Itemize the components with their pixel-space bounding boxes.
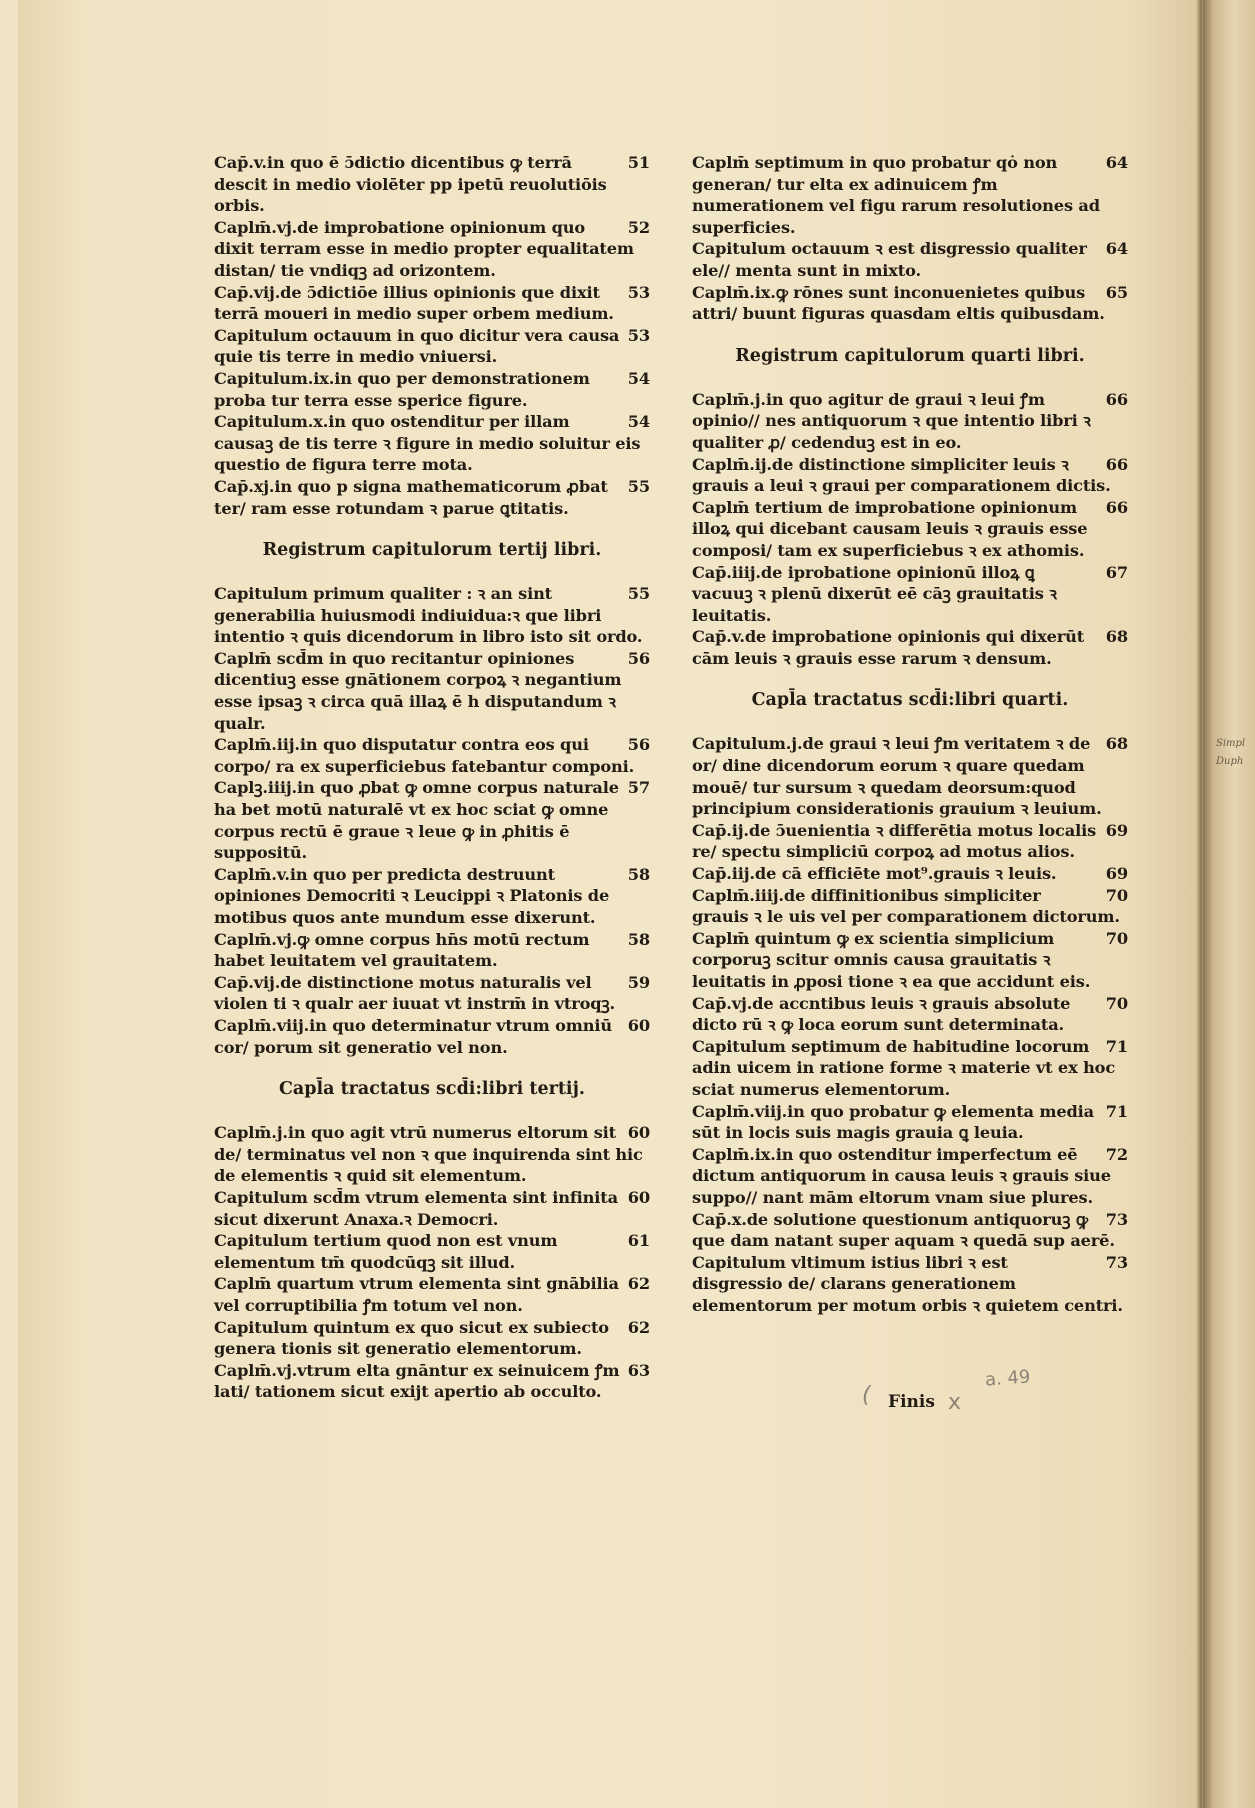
toc-entry-text: Caplm̄.viij.in quo probatur ꝙ elementa media sūt in locis suis magis grauia ꝗ leuia. [692, 1101, 1095, 1143]
pencil-shelf-number: a. 49 [984, 1366, 1032, 1391]
right-entries-book4-tract2 [692, 733, 1128, 1316]
heading-tract-second-third-book: Capl̄a tractatus scd̄i:libri tertij. [279, 1079, 585, 1100]
toc-entry [692, 820, 1128, 863]
toc-entry-text: Cap̄.v.de improbatione opinionis qui dixerūt cām leuis ꝛ grauis esse rarum ꝛ densum. [692, 627, 1085, 668]
toc-page-number: 70 [1105, 993, 1128, 1013]
toc-page-number: 60 [627, 1015, 650, 1035]
toc-page-number: 62 [627, 1274, 650, 1294]
toc-page-number: 70 [1105, 928, 1128, 948]
toc-page-number: 57 [627, 778, 650, 798]
toc-entry [692, 389, 1128, 454]
toc-entry-text: Caplm̄.v.in quo per predicta destruunt opiniones Democriti ꝛ Leucippi ꝛ Platonis de motibus quos ante mundum esse dixerunt. [214, 864, 610, 927]
toc-entry [692, 885, 1128, 928]
toc-page-number: 64 [1105, 239, 1128, 259]
toc-entry [214, 972, 650, 1015]
toc-page-number: 60 [627, 1123, 650, 1143]
toc-entry-text: Caplm̄ scd̄m in quo recitantur opiniones dicentiuꝫ esse gnātionem corpoꝝ ꝛ negantium esse ipsaꝫ ꝛ circa quā illaꝝ ē h disputandum ꝛ qualr. [214, 648, 622, 733]
toc-entry-text: Caplm̄ tertium de improbatione opinionum illoꝝ qui dicebant causam leuis ꝛ grauis esse composi/ tam ex superficiebus ꝛ ex athomis. [692, 497, 1088, 560]
toc-entry-text: Caplm̄ quintum ꝙ ex scientia simplicium corporuꝫ scitur omnis causa grauitatis ꝛ leuitatis in ꝓposi tione ꝛ ea que accidunt eis. [692, 928, 1091, 991]
toc-entry-text: Capitulum quintum ex quo sicut ex subiecto genera tionis sit generatio elementorum. [214, 1317, 609, 1359]
toc-page-number: 68 [1105, 734, 1128, 754]
margin-note-duph: Duph [1216, 756, 1244, 767]
toc-entry-text: Cap̄.v.in quo ē ɔ̄dictio dicentibus ꝙ terrā descit in medio violēter pp ipetū reuolutiōis orbis. [214, 153, 607, 216]
toc-page-number: 61 [627, 1231, 650, 1251]
toc-entry [692, 1036, 1128, 1101]
heading-register-third-book: Registrum capitulorum tertij libri. [262, 540, 602, 561]
toc-entry [692, 928, 1128, 993]
toc-entry-text: Caplm̄ septimum in quo probatur qȯ non generan/ tur elta ex adinuicem ꝭm numerationem vel figu rarum resolutiones ad superficies. [692, 153, 1100, 237]
toc-entry [692, 497, 1128, 562]
toc-page-number: 55 [627, 476, 650, 496]
toc-entry-text: Capitulum octauum in quo dicitur vera causa quie tis terre in medio vniuersi. [214, 325, 620, 367]
toc-entry [692, 454, 1128, 497]
toc-entry [692, 562, 1128, 627]
toc-entry-text: Caplm̄ quartum vtrum elementa sint gnābilia vel corruptibilia ꝭm totum vel non. [214, 1274, 619, 1315]
toc-entry-text: Caplm̄.viij.in quo determinatur vtrum omniū cor/ porum sit generatio vel non. [214, 1015, 613, 1057]
left-column [214, 152, 650, 1403]
toc-page-number: 54 [627, 368, 650, 388]
toc-page-number: 73 [1105, 1252, 1128, 1272]
toc-entry [692, 626, 1128, 669]
toc-entry [214, 1317, 650, 1360]
toc-entry [214, 152, 650, 217]
finis-label: Finis [888, 1392, 935, 1412]
toc-page-number: 55 [627, 584, 650, 604]
toc-entry-text: Capitulum.ix.in quo per demonstrationem proba tur terra esse sperice figure. [214, 368, 590, 410]
toc-entry [214, 1015, 650, 1058]
toc-page-number: 66 [1105, 454, 1128, 474]
toc-entry-text: Capitulum.j.de graui ꝛ leui ꝭm veritatem ꝛ de or/ dine dicendorum eorum ꝛ quare quedam mouē/ tur sursum ꝛ quedam deorsum:quod principium considerationis grauium ꝛ leuium. [692, 734, 1102, 819]
toc-entry [214, 648, 650, 734]
toc-page-number: 69 [1105, 864, 1128, 884]
toc-entry [214, 734, 650, 777]
toc-page-number: 67 [1105, 562, 1128, 582]
toc-entry-text: Cap̄.ij.de ɔ̄uenientia ꝛ differētia motus localis re/ spectu simpliciū corpoꝝ ad motus alios. [692, 820, 1097, 862]
toc-page-number: 66 [1105, 389, 1128, 409]
toc-page-number: 52 [627, 217, 650, 237]
toc-entry [692, 152, 1128, 238]
toc-entry-text: Caplm̄.j.in quo agitur de graui ꝛ leui ꝭm opinio// nes antiquorum ꝛ que intentio libri ꝛ qualiter ꝓ/ cedenduꝫ est in eo. [692, 389, 1091, 452]
toc-page-number: 70 [1105, 885, 1128, 905]
toc-entry-text: Caplm̄.vj.de improbatione opinionum quo dixit terram esse in medio propter equalitatem distan/ tie vndiqꝫ ad orizontem. [214, 217, 634, 280]
left-entries-book3-tract1 [214, 583, 650, 1058]
right-entries-book4-tract1 [692, 389, 1128, 670]
toc-entry [214, 476, 650, 519]
toc-entry [214, 777, 650, 863]
toc-entry-text: Caplm̄.iij.in quo disputatur contra eos qui corpo/ ra ex superficiebus fatebantur componi. [214, 735, 635, 776]
toc-entry-text: Capitulum scd̄m vtrum elementa sint infinita sicut dixerunt Anaxa.ꝛ Democri. [214, 1187, 618, 1229]
toc-entry-text: Capitulum vltimum istius libri ꝛ est disgressio de/ clarans generationem elementorum per motum orbis ꝛ quietem centri. [692, 1252, 1123, 1315]
toc-entry [214, 1360, 650, 1403]
toc-page-number: 59 [627, 972, 650, 992]
toc-page-number: 51 [627, 153, 650, 172]
toc-entry-text: Cap̄.x.de solutione questionum antiquoruꝫ ꝙ que dam natant super aquam ꝛ quedā sup aerē. [692, 1209, 1115, 1251]
heading-register-fourth-book: Registrum capitulorum quarti libri. [735, 345, 1085, 366]
toc-entry [214, 1122, 650, 1187]
left-entries-book2 [214, 152, 650, 519]
toc-page-number: 53 [627, 325, 650, 345]
toc-entry-text: Caplm̄.ix.in quo ostenditur imperfectum eē dictum antiquorum in causa leuis ꝛ grauis siue suppo// nant mām eltorum vnam siue plures. [692, 1144, 1111, 1207]
toc-entry [214, 583, 650, 648]
toc-entry-text: Cap̄.iiij.de iprobatione opinionū illoꝝ ꝗ vacuuꝫ ꝛ plenū dixerūt eē cāꝫ grauitatis ꝛ leuitatis. [692, 562, 1057, 625]
toc-entry [692, 733, 1128, 819]
toc-entry [214, 929, 650, 972]
toc-page-number: 54 [627, 412, 650, 432]
toc-entry [692, 1252, 1128, 1317]
toc-entry [692, 863, 1128, 885]
toc-entry-text: Caplm̄.iiij.de diffinitionibus simpliciter grauis ꝛ le uis vel per comparationem dictorum. [692, 885, 1120, 927]
toc-page-number: 62 [627, 1317, 650, 1337]
toc-page-number: 66 [1105, 497, 1128, 517]
toc-entry [692, 1209, 1128, 1252]
right-entries-book3-cont [692, 152, 1128, 325]
toc-entry [214, 368, 650, 411]
toc-entry [692, 1144, 1128, 1209]
toc-page-number: 56 [627, 735, 650, 755]
toc-entry-text: Cap̄.vij.de distinctione motus naturalis vel violen ti ꝛ qualr aer iuuat vt instrm̄ in vtroqꝫ. [214, 972, 616, 1014]
pencil-parenthesis: ( [862, 1383, 871, 1408]
toc-entry [692, 238, 1128, 281]
toc-entry-text: Cap̄.vj.de accntibus leuis ꝛ grauis absolute dicto rū ꝛ ꝙ loca eorum sunt determinata. [692, 993, 1071, 1035]
toc-page-number: 64 [1105, 153, 1128, 172]
toc-page-number: 72 [1105, 1144, 1128, 1164]
toc-entry [214, 1187, 650, 1230]
heading-tract-second-fourth-book: Capl̄a tractatus scd̄i:libri quarti. [751, 690, 1069, 711]
toc-page-number: 71 [1105, 1036, 1128, 1056]
toc-page-number: 63 [627, 1360, 650, 1380]
toc-page-number: 56 [627, 648, 650, 668]
toc-page-number: 71 [1105, 1101, 1128, 1121]
toc-page-number: 65 [1105, 282, 1128, 302]
toc-entry [214, 282, 650, 325]
toc-entry-text: Caplm̄.vj.ꝙ omne corpus hn̄s motū rectum habet leuitatem vel grauitatem. [214, 929, 590, 971]
toc-entry [214, 411, 650, 476]
toc-entry-text: Capitulum octauum ꝛ est disgressio qualiter ele// menta sunt in mixto. [692, 239, 1087, 280]
toc-page-number: 68 [1105, 627, 1128, 647]
toc-entry-text: Capitulum.x.in quo ostenditur per illam causaꝫ de tis terre ꝛ figure in medio soluitur eis questio de figura terre mota. [214, 412, 641, 475]
toc-entry-text: Cap̄.vij.de ɔ̄dictiōe illius opinionis que dixit terrā moueri in medio super orbem medium. [214, 282, 614, 324]
toc-page-number: 60 [627, 1187, 650, 1207]
toc-entry-text: Caplm̄.j.in quo agit vtrū numerus eltorum sit de/ terminatus vel non ꝛ que inquirenda sint hic de elementis ꝛ quid sit elementum. [214, 1123, 643, 1186]
pencil-x-mark: x [948, 1390, 962, 1415]
toc-entry [214, 1273, 650, 1316]
toc-page-number: 58 [627, 929, 650, 949]
toc-page-number: 58 [627, 864, 650, 884]
toc-entry [214, 217, 650, 282]
toc-page-number: 73 [1105, 1209, 1128, 1229]
adjacent-page-edge [1203, 0, 1255, 1808]
toc-entry-text: Capitulum tertium quod non est vnum elementum tm̄ quodcūqꝫ sit illud. [214, 1231, 558, 1272]
left-entries-book3-tract2 [214, 1122, 650, 1403]
toc-entry-text: Caplꝫ.iiij.in quo ꝓbat ꝙ omne corpus naturale ha bet motū naturalē vt ex hoc sciat ꝙ omne corpus rectū ē graue ꝛ leue ꝙ in ꝓhitis ē suppositū. [214, 778, 619, 863]
toc-entry [692, 993, 1128, 1036]
toc-entry-text: Cap̄.xj.in quo p signa mathematicorum ꝓbat ter/ ram esse rotundam ꝛ parue ꝗtitatis. [214, 476, 608, 518]
toc-page-number: 69 [1105, 820, 1128, 840]
toc-entry [214, 325, 650, 368]
toc-entry-text: Caplm̄.vj.vtrum elta gnāntur ex seinuicem ꝭm lati/ tationem sicut exijt apertio ab occulto. [214, 1360, 620, 1402]
toc-entry-text: Capitulum primum qualiter : ꝛ an sint generabilia huiusmodi indiuidua:ꝛ que libri intentio ꝛ quis dicendorum in libro isto sit ordo. [214, 584, 643, 647]
toc-entry [214, 1230, 650, 1273]
toc-page-number: 53 [627, 282, 650, 302]
toc-entry [692, 1101, 1128, 1144]
toc-entry-text: Cap̄.iij.de cā efficiēte mot⁹.grauis ꝛ leuis. [692, 864, 1057, 884]
toc-entry-text: Caplm̄.ix.ꝙ rōnes sunt inconuenietes quibus attri/ buunt figuras quasdam eltis quibusdam. [692, 282, 1105, 324]
toc-entry [692, 282, 1128, 325]
toc-entry [214, 864, 650, 929]
right-column [692, 152, 1128, 1317]
margin-note-simpl: Simpl [1216, 738, 1246, 749]
toc-entry-text: Caplm̄.ij.de distinctione simpliciter leuis ꝛ grauis a leui ꝛ graui per comparationem dictis. [692, 454, 1111, 496]
toc-entry-text: Capitulum septimum de habitudine locorum adin uicem in ratione forme ꝛ materie vt ex hoc sciat numerus elementorum. [692, 1036, 1116, 1099]
